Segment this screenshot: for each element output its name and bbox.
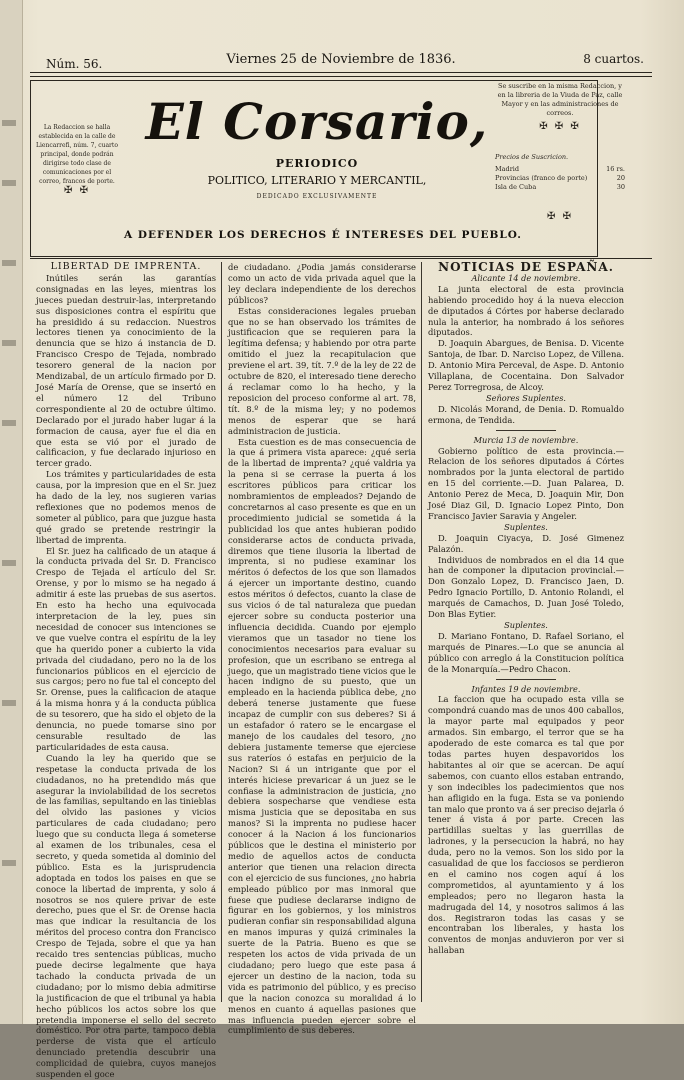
- subhead-suplentes: Señores Suplentes.: [485, 392, 567, 403]
- edge-mark: [2, 340, 16, 346]
- edge-mark: [2, 120, 16, 126]
- paragraph: Esta cuestion es de mas consecuencia de la que á primera vista aparece: ¿qué seria de la libertad de imprenta? ¿qué valdria ya la pena si se cerrase la puerta á los escritores públicos para criticar los nombramientos de empleados? Dejando de concretarnos al caso presente es que en un procedimiento judicial se sometida á la publicidad los que antes hubieran podido considerarse actos de conducta privada, diremos que tiene ilusoria la libertad de imprenta, si no pudiese examinar los méritos ó defectos de los que son llamados á ejercer un importante destino, cuando estos méritos ó defectos, cuanto la clase de sus vicios ó de tal naturaleza que puedan ejercer sobre su conducta posterior una influencia decidida. Cuando por ejemplo vieramos que un tasador no tiene los conocimientos necesarios para evaluar su profesion, que un escribano se entrega al juego, que un magistrado tiene vicios que le hacen indigno de su puesto, que un empleado en la hacienda pública debe, ¿no deberá tenerse justamente que fuese incapaz de cumplir con sus deberes? Si á un estafador ó ratero se le encargase el manejo de los caudales del tesoro, ¿no debiera justamente temerse que ejerciese sus rateríos ó estafas en perjuicio de la Nacion? Si á un intrigante que por el interés hiciese prevaricar á un juez se le confiase la administracion de justicia, ¿no debiera sospecharse que vendiese esta misma justicia que se depositaba en sus manos? Si la imprenta no pudiese hacer conocer á la Nacion á los funcionarios públicos que le destina el ministerio por medio de aquellos actos de conducta anterior que tienen una relacion directa con el ejercicio de sus funciones, ¿no habria empleado público por mas inmoral que fuese que pudiese declararse indigno de figurar en los gobiernos, y los ministros pudieran confiar sin responsabilidad alguna en manos impuras y quizá criminales la suerte de la Patria. Bueno es que se respeten los actos de vida privada de un ciudadano; pero luego que este pasa á ejercer un destino de la nacion, toda su vida es patrimonio del público, y es preciso que la nacion conozca su moralidad á lo menos en cuanto á aquellas pasiones que mas influencia pueden ejercer sobre el cumplimiento de sus deberes.: [228, 436, 416, 1036]
- top-rule: [30, 72, 652, 73]
- paragraph: La junta electoral de esta provincia habiendo procedido hoy á la nueva eleccion de diputados á Córtes por haberse declarado nula la anterior, ha nombrado á los señores diputados.: [428, 283, 624, 338]
- column-middle: [228, 262, 416, 1036]
- ornament-icon: ✠ ✠ ✠: [539, 121, 581, 132]
- paragraph: Estas consideraciones legales prueban que no se han observado los trámites de justificacion que se requieren para la legítima defensa; y habiendo por otra parte omitido el juez la recapitulacion que previene el art. 39, tít. 7.º de la ley de 22 de octubre de 820, el interesado tiene derecho á reclamar como lo ha hecho, y la reposicion del proceso conforme al art. 78, tít. 8.º de la misma ley; y no podemos menos de esperar que se hará administracion de justicia.: [228, 305, 416, 436]
- subhead-suplentes: Suplentes.: [504, 620, 548, 630]
- redaccion-notice: [35, 123, 119, 195]
- ornament-icon: ✠ ✠: [64, 185, 90, 196]
- article-title-libertad: LIBERTAD DE IMPRENTA.: [50, 261, 202, 272]
- section-title-noticias: NOTICIAS DE ESPAÑA.: [438, 260, 614, 274]
- paragraph: de ciudadano. ¿Podia jamás considerarse como un acto de vida privada aquel que la ley declara independiente de los derechos públicos?: [228, 262, 416, 305]
- edge-mark: [2, 560, 16, 566]
- column-libertad: [36, 262, 216, 1080]
- price-value: 30: [616, 183, 625, 191]
- edge-mark: [2, 420, 16, 426]
- dateline-alicante: Alicante 14 de noviembre.: [471, 272, 581, 283]
- paragraph: D. Nicolás Morand, de Denia. D. Romualdo ermona, de Tendida.: [428, 403, 624, 425]
- subscription-box: [495, 82, 625, 221]
- separator: [496, 679, 556, 680]
- dedicado-label: DEDICADO EXCLUSIVAMENTE: [256, 193, 378, 200]
- paragraph: Inútiles serán las garantías consignadas en las leyes, mientras los jueces puedan destruir-las, interpretando sus disposiciones contra el espíritu que ha presidido á su redaccion. Nuestros lectores tienen ya conocimiento de la denuncia que se hizo á instancia de D. Francisco Crespo de Tejada, nombrado tesorero general de la nacion por Mendizabal, de un artículo firmado por D. José María de Orense, que se insertó en el número 12 del Tribuno correspondiente al 20 de octubre último. Declarado por el jurado haber lugar á la formacion de causa, ayer fue el dia en que esta se vió por el jurado de calificacion, y fue declarado injurioso en tercer grado.: [36, 272, 216, 469]
- paragraph: D. Joaquin Abargues, de Benisa. D. Vicente Santoja, de Ibar. D. Narciso Lopez, de Villena. D. Antonio Mira Perceval, de Aspe. D. Antonio Villaplana, de Cocentaina. Don Salvador Perez Torregrosa, de Alcoy.: [428, 338, 624, 392]
- paragraph: Gobierno político de esta provincia.—Relacion de los señores diputados á Córtes nombrados por la junta electoral de partido en 15 del corriente.—D. Juan Palarea, D. Antonio Perez de Meca, D. Joaquin Mir, Don José Diaz Gil, D. Ignacio Lopez Pinto, Don Francisco Javier Saravia y Angeler.: [428, 445, 624, 521]
- top-rule-double: [30, 76, 652, 77]
- issue-price: 8 cuartos.: [583, 52, 644, 66]
- price-place: Isla de Cuba: [495, 183, 537, 191]
- subscription-text: Se suscribe en la misma Redaccion, y en la libreria de la Viuda de Paz, calle Mayor y en las administraciones de correos.: [497, 82, 623, 117]
- dateline-infantes: Infantes 19 de noviembre.: [471, 683, 581, 694]
- issue-date: Viernes 25 de Noviembre de 1836.: [226, 52, 456, 67]
- price-row: [495, 183, 625, 192]
- price-place: Provincias (franco de porte): [495, 174, 588, 182]
- column-noticias: [428, 262, 624, 956]
- ornament-icon: ✠ ✠: [547, 211, 573, 222]
- paragraph: El Sr. juez ha calificado de un ataque á la conducta privada del Sr. D. Francisco Crespo de Tejada el artículo del Sr. Orense, y por lo mismo se ha negado á admitir á este las pruebas de sus asertos. En esto ha hecho una equivocada interpretacion de la ley, pues sin necesidad de conocer sus intenciones se ve que vuelve contra el espíritu de la ley que ha querido poner a cubierto la vida privada del ciudadano, pero no la de los funcionarios públicos en el ejercicio de sus cargos; pero no fue tal el concepto del Sr. Orense, pues la calificacion de ataque á la misma honra y á la conducta pública de su tesorero, que ha sido el objeto de la denuncia, no puede tomarse sino por censurable resultado de las particularidades de esta causa.: [36, 545, 216, 752]
- paragraph: D. Joaquin Ciyacya, D. José Gimenez Palazón.: [428, 532, 624, 554]
- adjacent-page-edge: [0, 0, 23, 1024]
- paragraph: Los trámites y particularidades de esta causa, por la impresion que en el Sr. juez ha dado de la ley, nos sugieren varias reflexiones que no podemos menos de someter al público, para que juzgue hasta qué grado se pretende restringir la libertad de imprenta.: [36, 469, 216, 545]
- price-row: [495, 165, 625, 174]
- newspaper-title: El Corsario,: [145, 92, 489, 151]
- paragraph: Individuos de nombrados en el dia 14 que han de componer la diputacion provincial.—Don Gonzalo Lopez, D. Francisco Jaen, D. Pedro Ignacio Portillo, D. Antonio Rolandi, el marqués de Camachos, D. Juan José Toledo, Don Blas Eytier.: [428, 554, 624, 620]
- edge-mark: [2, 860, 16, 866]
- masthead-title-block: [127, 93, 507, 200]
- price-value: 16 rs.: [606, 165, 625, 173]
- edge-mark: [2, 180, 16, 186]
- edge-mark: [2, 700, 16, 706]
- price-place: Madrid: [495, 165, 520, 173]
- column-divider: [221, 262, 222, 1002]
- column-divider: [421, 262, 422, 1002]
- prices-title: Precios de Suscricion.: [495, 153, 569, 161]
- paragraph: Cuando la ley ha querido que se respetase la conducta privada de los ciudadanos, no ha pretendido más que asegurar la inviolabilidad de los secretos de las familias, sepultando en las tinieblas del olvido las pasiones y vicios particulares de cada ciudadano; pero luego que su conducta llega á someterse al examen de los tribunales, cesa el secreto, y queda sometida al dominio del público. Esta es la jurisprudencia adoptada en todos los paises en que se conoce la libertad de imprenta, y solo á nosotros se nos quiere privar de este derecho, pues que el Sr. de Orense hacia mas que indicar la resultancia de los méritos del proceso contra don Francisco Crespo de Tejada, sobre el que ya han recaido tres sentencias públicas, mucho puede decirse legalmente que haya tachado la conducta privada de un ciudadano; por lo mismo debia admitirse la justificacion de que el tribunal ya habia hecho públicos los actos sobre los que pretendia imponerse el sello del secreto doméstico. Por otra parte, tampoco debia perderse de vista que el artículo denunciado pretendia descubrir una complicidad de quiebra, cuyos manejos suspenden el goce: [36, 752, 216, 1080]
- edge-mark: [2, 260, 16, 266]
- price-row: [495, 174, 625, 183]
- masthead-bottom-rule: [30, 258, 652, 259]
- newspaper-subtitle: POLITICO, LITERARIO Y MERCANTIL,: [207, 174, 427, 187]
- redaccion-text: La Redaccion se halla establecida en la calle de Liencarrefi, núm. 7, cuarto principal, donde podrán dirigirse todo clase de comunicaciones por el correo, francos de porte.: [36, 124, 118, 185]
- periodico-label: PERIODICO: [275, 157, 359, 170]
- paragraph: La faccion que ha ocupado esta villa se compondrá cuando mas de unos 400 caballos, la mayor parte mal equipados y peor armados. Sin embargo, el terror que se ha apoderado de este comarca es tal que por todas partes huyen despavoridos los habitantes al oir que se acercan. De aquí sabemos, con cuanto ellos estaban entrando, y son indecibles los padecimientos que nos han afligido en la fuga. Esta se va poniendo tan malo que pronto va á ser preciso dejarla ó tener á vista á por parte. Crecen las partidillas sueltas y las guerrillas de ladrones, y la persecucion la habrá, no hay duda, pero no la vemos. Son los sido por la casualidad de que los facciosos se perdieron en el camino nos cogen aquí á los comprometidos, al ayuntamiento y á los empleados; pero no llegaron hasta la madrugada del 14, y nosotros salimos á las dos. Registraron todas las casas y se encontraban los liberales, y hasta los conventos de monjas anduvieron por ver si hallaban: [428, 694, 624, 956]
- separator: [496, 430, 556, 431]
- subhead-suplentes: Suplentes.: [504, 521, 548, 532]
- dateline-murcia: Murcia 13 de noviembre.: [473, 434, 579, 445]
- issue-number: Núm. 56.: [46, 57, 103, 71]
- price-value: 20: [616, 174, 625, 182]
- paragraph: D. Mariano Fontano, D. Rafael Soriano, el marqués de Pinares.—Lo que se anuncia al público con arreglo á la Constitucion política de la Monarquía.—Pedro Chacon.: [428, 630, 624, 674]
- newspaper-motto: A DEFENDER LOS DERECHOS É INTERESES DEL PUEBLO.: [124, 229, 522, 241]
